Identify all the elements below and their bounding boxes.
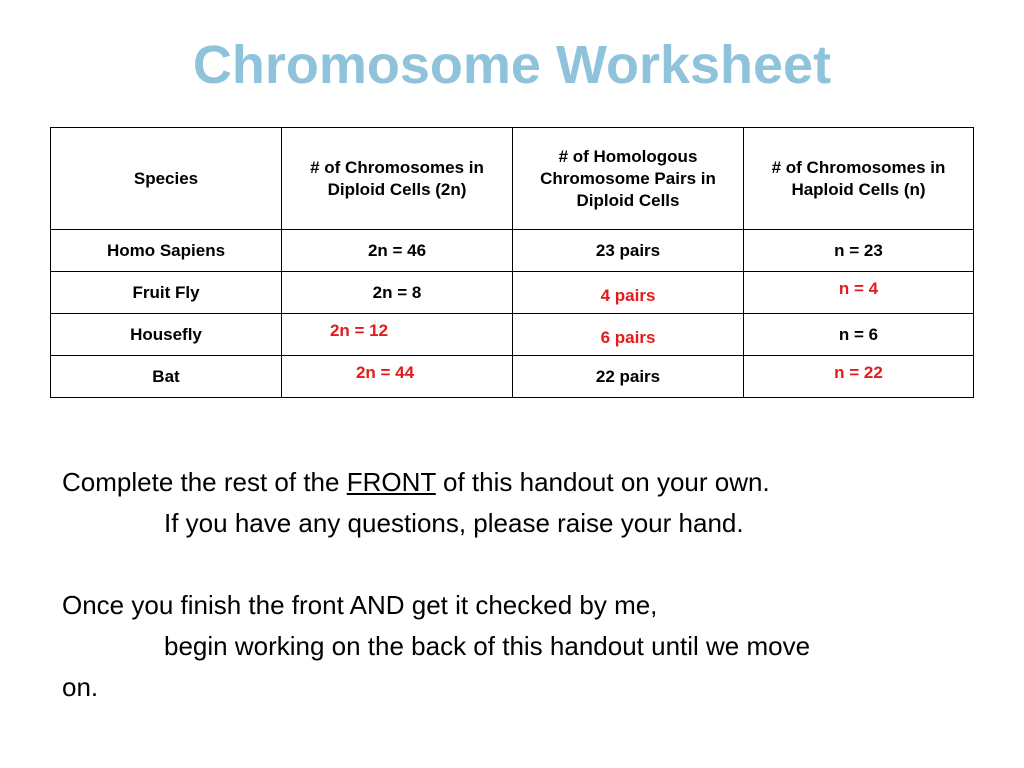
diploid-cell: 2n = 46 xyxy=(282,230,513,272)
table-row xyxy=(51,314,974,356)
species-cell: Homo Sapiens xyxy=(51,230,282,272)
pairs-answer: 4 pairs xyxy=(600,285,656,305)
haploid-answer: n = 4 xyxy=(838,278,879,298)
front-emphasis: FRONT xyxy=(346,467,436,497)
species-cell: Bat xyxy=(51,356,282,398)
diploid-cell: 2n = 8 xyxy=(282,272,513,314)
pairs-answer-cell xyxy=(513,272,744,314)
instruction-line-4: begin working on the back of this handout until we move xyxy=(164,631,811,661)
table-row xyxy=(51,230,974,272)
diploid-answer-cell xyxy=(282,314,513,356)
species-cell: Housefly xyxy=(51,314,282,356)
table-header-row xyxy=(51,128,974,230)
pairs-cell: 22 pairs xyxy=(513,356,744,398)
haploid-answer: n = 22 xyxy=(834,362,883,382)
haploid-cell: n = 6 xyxy=(744,314,974,356)
instruction-line-3: Once you finish the front AND get it checked by me, xyxy=(62,590,658,620)
instruction-text: of this handout on your own. xyxy=(435,467,770,497)
chromosome-table xyxy=(50,127,974,398)
haploid-answer-cell xyxy=(744,356,974,398)
pairs-answer: 6 pairs xyxy=(600,327,656,347)
diploid-answer-cell xyxy=(282,356,513,398)
page-title: Chromosome Worksheet xyxy=(192,35,832,95)
header-species: Species xyxy=(51,128,282,230)
instruction-line-1 xyxy=(62,462,962,502)
pairs-cell: 23 pairs xyxy=(513,230,744,272)
pairs-answer-cell xyxy=(513,314,744,356)
diploid-answer: 2n = 44 xyxy=(355,362,415,382)
instruction-text: Complete the rest of the xyxy=(62,467,347,497)
instruction-line-2: If you have any questions, please raise your hand. xyxy=(164,508,744,538)
species-cell: Fruit Fly xyxy=(51,272,282,314)
table-row xyxy=(51,356,974,398)
table-row xyxy=(51,272,974,314)
header-pairs: # of Homologous Chromosome Pairs in Diploid Cells xyxy=(513,128,744,230)
diploid-answer: 2n = 12 xyxy=(329,320,389,340)
header-diploid: # of Chromosomes in Diploid Cells (2n) xyxy=(282,128,513,230)
haploid-cell: n = 23 xyxy=(744,230,974,272)
header-haploid: # of Chromosomes in Haploid Cells (n) xyxy=(744,128,974,230)
haploid-answer-cell xyxy=(744,272,974,314)
instruction-line-5: on. xyxy=(62,672,99,702)
